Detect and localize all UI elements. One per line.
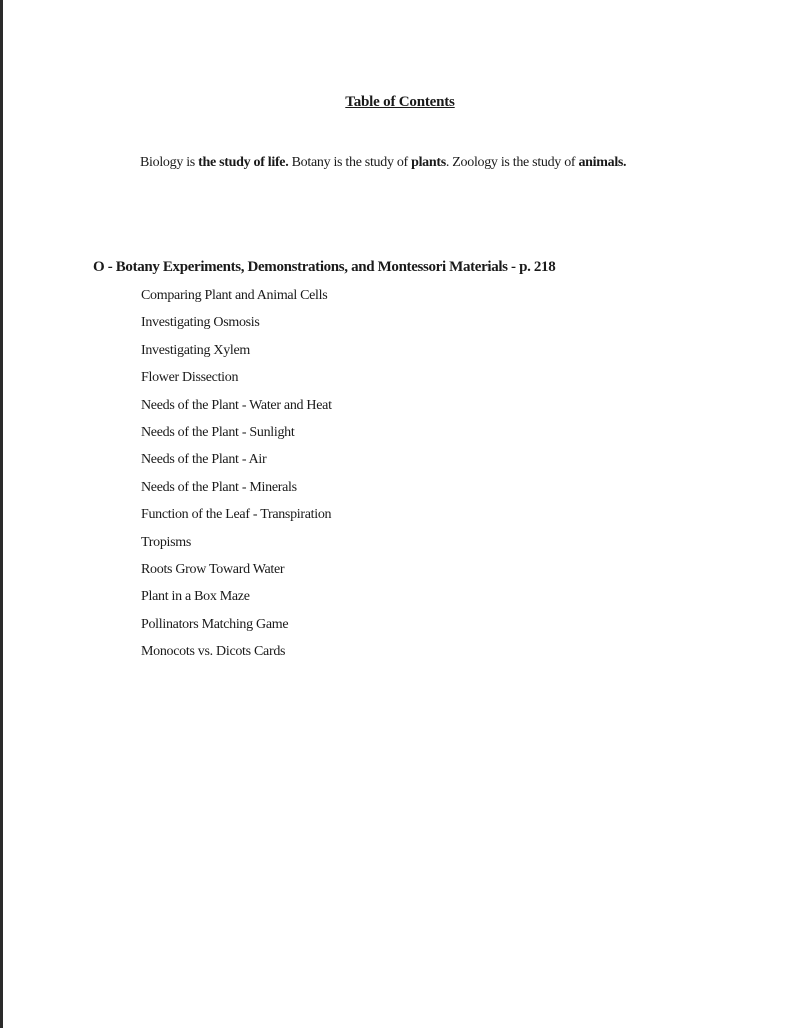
toc-list-item: Needs of the Plant - Minerals [141, 479, 297, 495]
intro-bold-animals: animals. [578, 155, 627, 170]
intro-bold-plants: plants [411, 155, 446, 170]
intro-text-1: Biology is [140, 155, 199, 170]
toc-list-item: Plant in a Box Maze [141, 589, 250, 605]
toc-list-item: Pollinators Matching Game [141, 616, 289, 632]
intro-bold-study-of-life: the study of life. [198, 155, 289, 170]
toc-list-item: Investigating Osmosis [141, 315, 260, 331]
toc-list-item: Roots Grow Toward Water [141, 561, 285, 577]
intro-paragraph [93, 150, 713, 176]
toc-list-item: Investigating Xylem [141, 342, 251, 358]
toc-list-item: Monocots vs. Dicots Cards [141, 644, 286, 660]
toc-list-item: Tropisms [141, 534, 191, 550]
toc-list [141, 285, 332, 668]
page-title: Table of Contents [345, 94, 455, 110]
toc-list-item: Function of the Leaf - Transpiration [141, 507, 332, 523]
intro-text-2: Botany is the study of [288, 155, 412, 170]
toc-list-item: Needs of the Plant - Sunlight [141, 424, 295, 440]
toc-list-item: Needs of the Plant - Air [141, 452, 267, 468]
toc-list-item: Comparing Plant and Animal Cells [141, 288, 328, 303]
toc-list-item: Flower Dissection [141, 370, 239, 386]
intro-text-3: . Zoology is the study of [445, 155, 579, 170]
section-heading: O - Botany Experiments, Demonstrations, and Montessori Materials - p. 218 [93, 259, 556, 275]
toc-list-item: Needs of the Plant - Water and Heat [141, 397, 332, 413]
